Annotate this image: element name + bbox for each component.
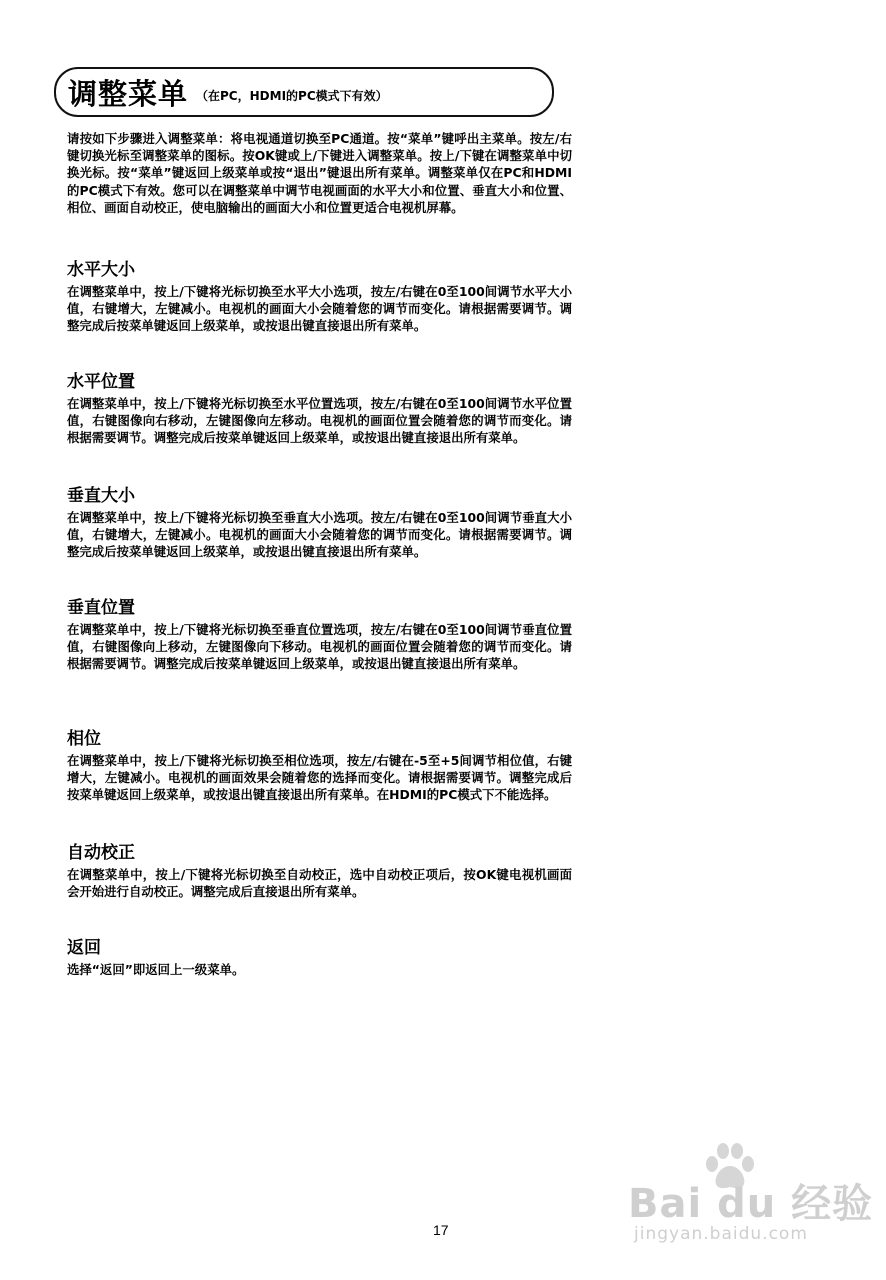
- watermark-logo-text: Bai du 经验: [628, 1181, 874, 1227]
- section-body: 在调整菜单中，按上/下键将光标切换至垂直大小选项。按左/右键在0至100间调节垂直大小值，右键增大，左键减小。电视机的画面大小会随着您的调节而变化。请根据需要调节。调整完成后按菜单键返回上级菜单，或按退出键直接退出所有菜单。: [67, 510, 572, 560]
- section-heading: 垂直位置: [67, 598, 135, 618]
- section-horizontal-size: [67, 259, 572, 335]
- section-heading: 返回: [67, 938, 101, 958]
- watermark-url: jingyan.baidu.com: [634, 1224, 808, 1244]
- section-vertical-size: [67, 485, 572, 561]
- section-body: 在调整菜单中，按上/下键将光标切换至垂直位置选项，按左/右键在0至100间调节垂直位置值，右键图像向上移动，左键图像向下移动。电视机的画面位置会随着您的调节而变化。请根据需要调节。调整完成后按菜单键返回上级菜单，或按退出键直接退出所有菜单。: [67, 622, 572, 672]
- page-subtitle: （在PC，HDMI的PC模式下有效）: [196, 88, 388, 103]
- baidu-watermark: [628, 1142, 874, 1252]
- section-body: 在调整菜单中，按上/下键将光标切换至水平大小选项，按左/右键在0至100间调节水平大小值，右键增大，左键减小。电视机的画面大小会随着您的调节而变化。请根据需要调节。调整完成后按菜单键返回上级菜单，或按退出键直接退出所有菜单。: [67, 284, 572, 334]
- section-heading: 水平位置: [67, 372, 135, 392]
- section-body: 在调整菜单中，按上/下键将光标切换至水平位置选项，按左/右键在0至100间调节水平位置值，右键图像向右移动，左键图像向左移动。电视机的画面位置会随着您的调节而变化。请根据需要调节。调整完成后按菜单键返回上级菜单，或按退出键直接退出所有菜单。: [67, 396, 572, 446]
- section-heading: 垂直大小: [67, 486, 135, 506]
- section-heading: 自动校正: [67, 843, 135, 863]
- section-heading: 水平大小: [67, 260, 135, 280]
- section-heading: 相位: [67, 729, 101, 749]
- section-body: 在调整菜单中，按上/下键将光标切换至相位选项，按左/右键在-5至+5间调节相位值，右键增大，左键减小。电视机的画面效果会随着您的选择而变化。请根据需要调节。调整完成后按菜单键返回上级菜单，或按退出键直接退出所有菜单。在HDMI的PC模式下不能选择。: [67, 753, 572, 803]
- title-box: [54, 67, 554, 117]
- page-title: 调整菜单: [68, 76, 189, 111]
- intro-paragraph: 请按如下步骤进入调整菜单：将电视通道切换至PC通道。按“菜单”键呼出主菜单。按左/右键切换光标至调整菜单的图标。按OK键或上/下键进入调整菜单。按上/下键在调整菜单中切换光标。按“菜单”键返回上级菜单或按“退出”键退出所有菜单。调整菜单仅在PC和HDMI的PC模式下有效。您可以在调整菜单中调节电视画面的水平大小和位置、垂直大小和位置、相位、画面自动校正，使电脑输出的画面大小和位置更适合电视机屏幕。: [67, 131, 572, 215]
- intro-block: [67, 130, 572, 216]
- section-return: [67, 937, 572, 978]
- section-horizontal-position: [67, 371, 572, 447]
- section-vertical-position: [67, 597, 572, 673]
- section-phase: [67, 728, 572, 804]
- section-body: 选择“返回”即返回上一级菜单。: [67, 962, 245, 977]
- section-body: 在调整菜单中，按上/下键将光标切换至自动校正，选中自动校正项后，按OK键电视机画面会开始进行自动校正。调整完成后直接退出所有菜单。: [67, 867, 572, 900]
- section-auto-adjust: [67, 842, 572, 900]
- page-number: 17: [433, 1222, 449, 1238]
